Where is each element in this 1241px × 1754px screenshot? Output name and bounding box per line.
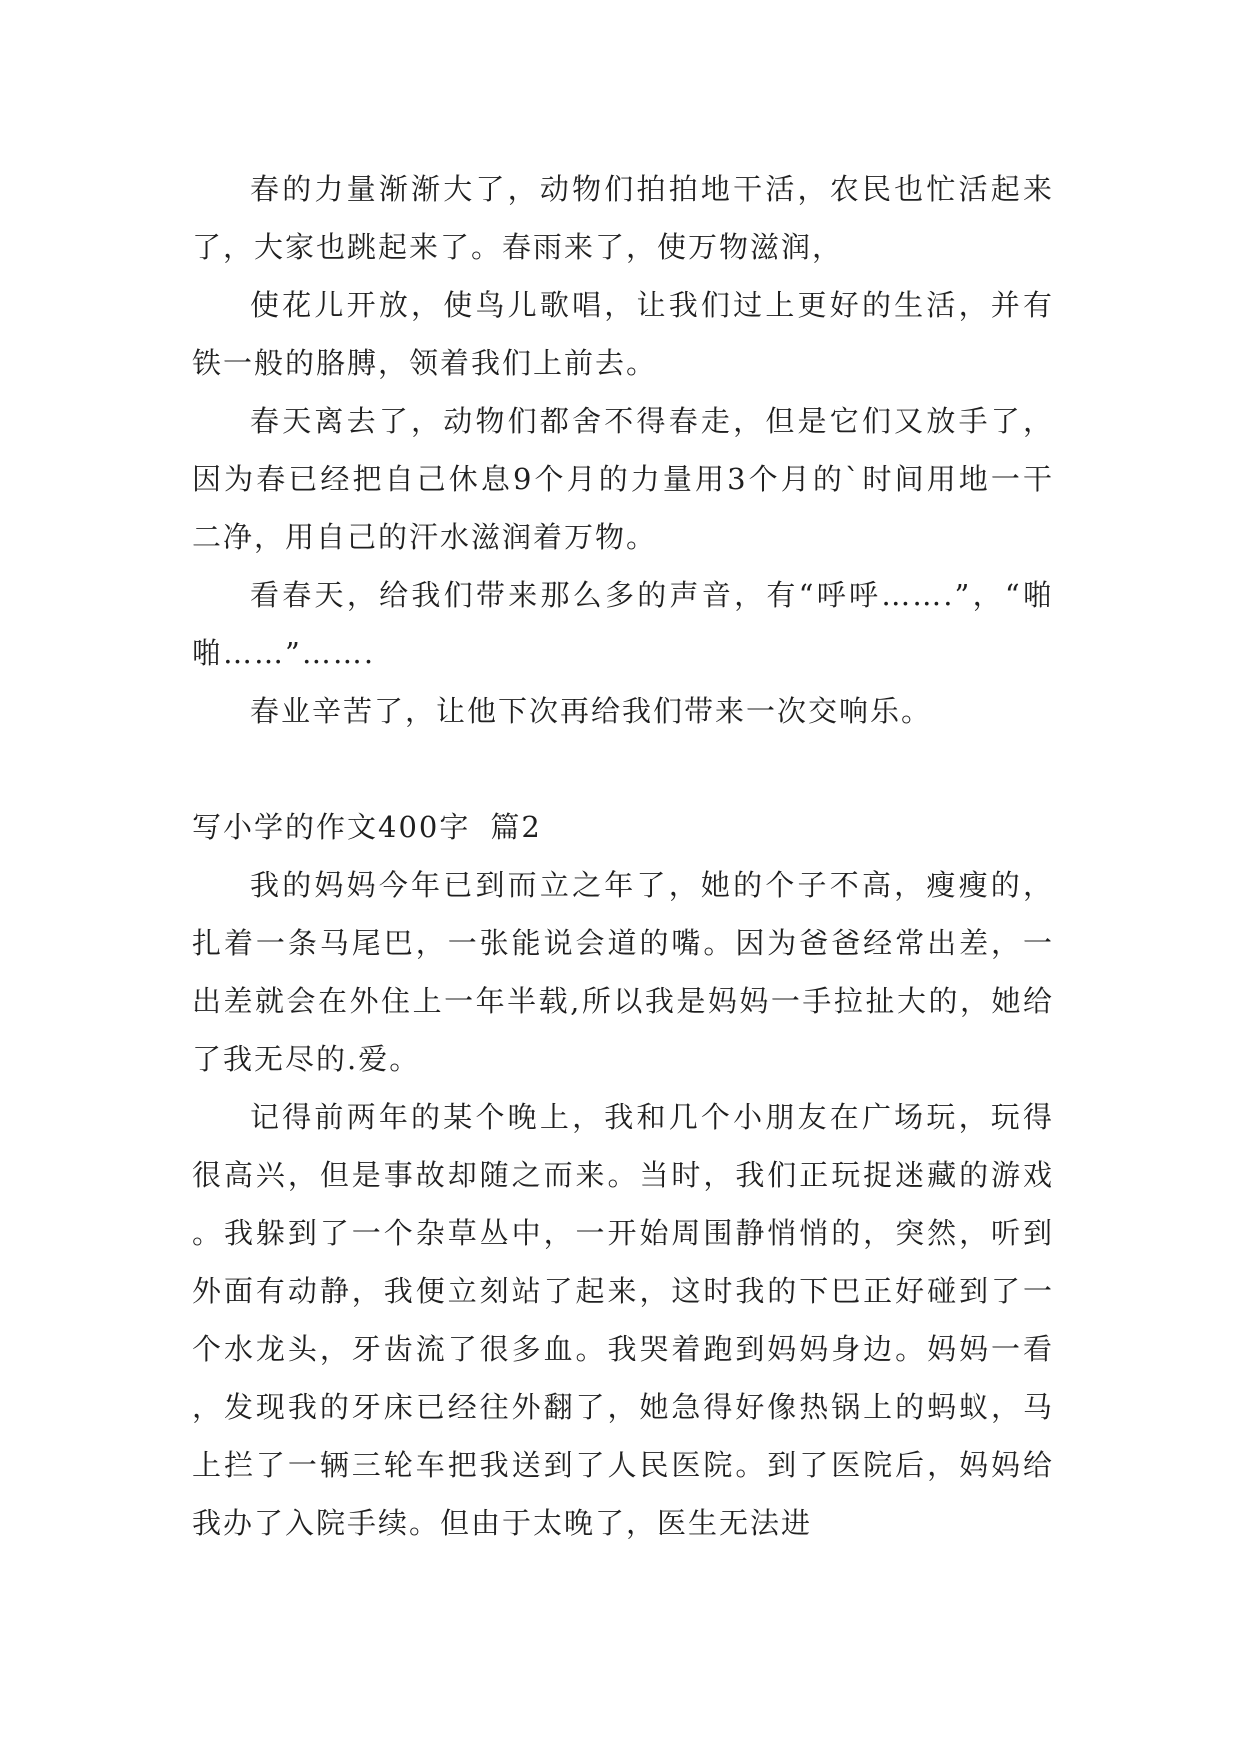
- paragraph: 看春天，给我们带来那么多的声音，有“呼呼…….”，“啪啪……”…….: [192, 578, 1054, 670]
- paragraph: 春的力量渐渐大了，动物们拍拍地干活，农民也忙活起来了，大家也跳起来了。春雨来了，使万物滋润，: [192, 172, 1054, 264]
- paragraph: 我的妈妈今年已到而立之年了，她的个子不高，瘦瘦的，扎着一条马尾巴，一张能说会道的嘴。因为爸爸经常出差，一出差就会在外住上一年半载,所以我是妈妈一手拉扯大的，她给了我无尽的.爱。: [192, 868, 1054, 1076]
- paragraph: 春天离去了，动物们都舍不得春走，但是它们又放手了，因为春已经把自己休息9个月的力量用3个月的`时间用地一干二净，用自己的汗水滋润着万物。: [192, 404, 1054, 554]
- section-heading: [192, 798, 1054, 856]
- section-label: 篇2: [490, 810, 542, 844]
- paragraph: 记得前两年的某个晚上，我和几个小朋友在广场玩，玩得很高兴，但是事故却随之而来。当时，我们正玩捉迷藏的游戏。我躲到了一个杂草丛中，一开始周围静悄悄的，突然，听到外面有动静，我便立刻站了起来，这时我的下巴正好碰到了一个水龙头，牙齿流了很多血。我哭着跑到妈妈身边。妈妈一看，发现我的牙床已经往外翻了，她急得好像热锅上的蚂蚁，马上拦了一辆三轮车把我送到了人民医院。到了医院后，妈妈给我办了入院手续。但由于太晚了，医生无法进: [192, 1100, 1054, 1540]
- section-title: 写小学的作文400字: [192, 810, 471, 844]
- paragraph: 春业辛苦了，让他下次再给我们带来一次交响乐。: [250, 694, 933, 728]
- paragraph: 使花儿开放，使鸟儿歌唱，让我们过上更好的生活，并有铁一般的胳膊，领着我们上前去。: [192, 288, 1054, 380]
- document-body: [192, 160, 1054, 1552]
